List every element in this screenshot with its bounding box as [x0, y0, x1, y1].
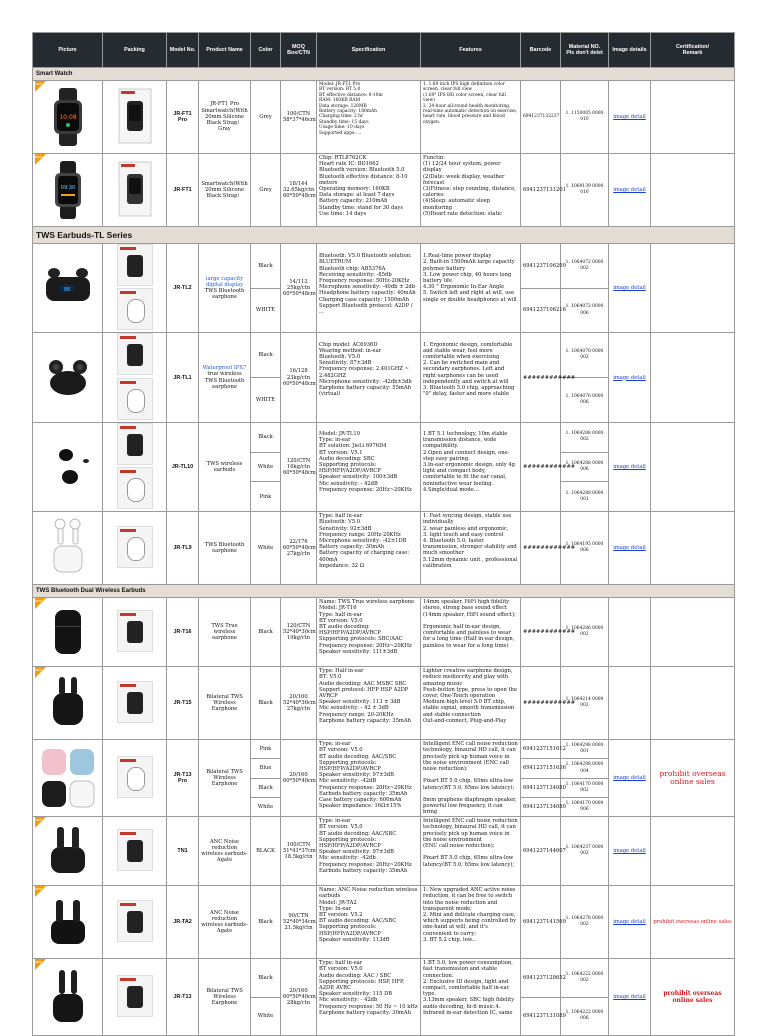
specification	[317, 333, 421, 422]
features	[421, 154, 521, 227]
header-product-name: Product Name	[199, 33, 251, 68]
barcode: 6941237151636	[521, 759, 561, 778]
remark	[651, 817, 735, 886]
new-tag-label: NEW	[35, 818, 42, 823]
remark	[651, 422, 735, 511]
specification	[317, 886, 421, 959]
specification-text: Type: half in-ear BT version: V5.0 Audio decoding: AAC / SBC Supporting protocols: HSP, HFP, A2DP, AVRC Speaker sensitivity: 115 DB Mic sensitivity: - 42db Frequency response: 50 Hz ~ 10 kHz Earphone battery capacity: 30mAh	[319, 960, 418, 1016]
earbuds-case-image	[43, 673, 93, 733]
packing-image	[103, 422, 167, 511]
product-name: Smartwatch(With 20mm Silicone Black Strap）	[199, 154, 251, 227]
image-detail-link[interactable]: image detail	[609, 154, 651, 227]
section-row	[33, 68, 735, 81]
header-image-details: Image details	[609, 33, 651, 68]
header-model: Model No.	[167, 33, 199, 68]
features	[421, 959, 521, 1036]
smartwatch-image	[48, 88, 88, 146]
remark	[651, 667, 735, 740]
features-text: 1. 1.69 inch IPS high definition color screen, clear full view (1.69" IPS HD color screen, clear full view) 2. 24-hour all-round health monitoring, real-time automatic detection on exercise, heart rate, blood pressure and blood oxygen.	[423, 82, 518, 125]
remark	[651, 598, 735, 667]
moq: 100/CTN 58*37*46cm	[281, 81, 317, 154]
watch-box-image	[115, 160, 155, 218]
product-picture	[33, 154, 103, 227]
material-no: 1. 1064278 0000 002	[561, 886, 609, 959]
packing-image	[103, 959, 167, 1036]
material-no: 1. 1064286 0000 002	[561, 598, 609, 667]
remark	[651, 333, 735, 422]
features	[421, 817, 521, 886]
svg-text:10:08: 10:08	[58, 114, 77, 121]
image-detail-link[interactable]: image detail	[609, 740, 651, 817]
header-packing: Packing	[103, 33, 167, 68]
product-name: JR-FT1 Pro Smartwatch(With 20mm Silicone Black Strap）Gray	[199, 81, 251, 154]
product-picture	[33, 667, 103, 740]
model-no: JR-T13 Pro	[167, 740, 199, 817]
features	[421, 422, 521, 511]
earbuds-case-image	[43, 602, 93, 662]
box-black-image	[117, 333, 153, 375]
features	[421, 886, 521, 959]
features-text: 1. Fast syncing design, stable use individually 2. wear painless and ergonomic, 3. light touch and easy control 4. Bluetooth 5.0, faster transmission, stronger stability and much smoother 5.12mm dynamic unit , professional calibration	[423, 513, 518, 569]
product-name: Bilateral TWS Wireless Earphone	[199, 667, 251, 740]
material-no: 1. 1064072 0000 002	[561, 244, 609, 289]
barcode: 6941237106209	[521, 244, 561, 289]
white-earbuds-image	[40, 518, 96, 578]
packing-image	[103, 154, 167, 227]
product-picture	[33, 512, 103, 585]
model-no: JR-T16	[167, 598, 199, 667]
specification-text: Name: TWS True wireless earphone Model: JR-T16 Type: half in-ear BT version: V5.0 BT audio decoding: HSP/HFP/A2DP/AVRCP Supporting protocols: SBC/AAC Frequency response: 20Hz~20KHz Speaker sensitivity: 111±3dB	[319, 599, 415, 655]
box-image	[117, 756, 153, 798]
remark	[651, 154, 735, 227]
moq: 18/144 32.65kg/ctn 60*50*48cm	[281, 154, 317, 227]
image-detail-cell	[609, 598, 651, 667]
earbuds-case-image	[40, 263, 96, 313]
model-no: JR-TL9	[167, 512, 199, 585]
watch-box-image	[115, 87, 155, 145]
model-no: JR-TL2	[167, 244, 199, 333]
specification	[317, 740, 421, 817]
packing-image	[103, 740, 167, 817]
model-no: JR-FT1	[167, 154, 199, 227]
box-image	[117, 681, 153, 723]
table-header-row	[33, 33, 735, 68]
product-name: TWS Bluetooth earphone	[199, 512, 251, 585]
model-no: JR-T13	[167, 959, 199, 1036]
remark	[651, 81, 735, 154]
product-price-sheet	[32, 32, 734, 1036]
color: Grey	[251, 154, 281, 227]
barcode: ############	[521, 598, 561, 667]
specification	[317, 244, 421, 333]
barcode: 6941237151612	[521, 740, 561, 759]
color: Blue	[251, 759, 281, 778]
section-title: Smart Watch	[33, 68, 735, 81]
new-tag-label: NEW	[35, 960, 42, 965]
color: Pink	[251, 740, 281, 759]
material-no: 1. 1064170 0000 002	[561, 778, 609, 797]
features	[421, 512, 521, 585]
material-no: 1. 1064288 0000 006	[561, 452, 609, 482]
image-detail-link[interactable]: image detail	[609, 333, 651, 422]
specification	[317, 512, 421, 585]
image-detail-link[interactable]: image detail	[609, 512, 651, 585]
table-row	[33, 422, 735, 452]
barcode: 6941237141569	[521, 886, 561, 959]
color: Black	[251, 244, 281, 289]
color: White	[251, 512, 281, 585]
product-picture	[33, 959, 103, 1036]
barcode: 6941237106216	[521, 288, 561, 333]
table-row	[33, 333, 735, 378]
product-name: TWS wireless earbuds	[199, 422, 251, 511]
moq: 90/CTN 52*40*34cm 21.5kg/ctn	[281, 886, 317, 959]
material-no: 1. 1064288 0000 001	[561, 482, 609, 512]
remark	[651, 512, 735, 585]
moq: 22/176 60*50*48cm 27kg/ctn	[281, 512, 317, 585]
color: White	[251, 997, 281, 1036]
specification-text: Model: JR-FT1 Pro BT version: BT 5.0 BT effective distance: 0-10m RAM: 160KB RAM Data storage: 128MB Battery capacity: 180mAh Charging time: 2 hr Standby time: 15 days Usage time: 10 days Supported apps: ...	[319, 82, 383, 136]
color: Black	[251, 667, 281, 740]
features-text: Intelligent ENC call noise reduction technology, binaural HD call, it can precisely pick up human voice in the noise environment (ENC call noise reduction); Pixart BT 5.0 chip, 65ms ultra-low latency(BT 5.0, 65ms low latency);	[423, 818, 518, 868]
specification	[317, 422, 421, 511]
section-title: TWS Bluetooth Dual Wireless Earbuds	[33, 585, 735, 598]
product-name: Bilateral TWS Wireless Earphone	[199, 959, 251, 1036]
moq: 120/CTN 16kg/ctn 60*50*48cm	[281, 422, 317, 511]
specification-text: Type: in-ear BT version: V5.0 BT audio decoding: AAC/SBC Supporting protocols: HSP/HFP/A2DP/AVRCP Speaker sensitivity: 97±3dB Mic sensitivity: -42dB Frequency response: 20Hz~20KHz Earbuds battery capacity: 35mAh Case battery capacity: 600mAh Speaker impedance: 16Ω±15%	[319, 741, 412, 810]
features-text: 1. Ergonomic design, comfortable and stable wear, feel more comfortable when exercising 2. Can be switched main and secondary earphones. Left and right earphones can be used independently and switch at will 3. Bluetooth 5.0 chip, approaching "0" delay, faster and more stable	[423, 341, 515, 398]
svg-text:09:30: 09:30	[60, 185, 75, 191]
header-color: Color	[251, 33, 281, 68]
packing-image	[103, 886, 167, 959]
features	[421, 740, 521, 817]
header-picture: Picture	[33, 33, 103, 68]
anc-earbuds-image	[43, 821, 93, 881]
new-tag-label: NEW	[35, 668, 42, 673]
features	[421, 244, 521, 333]
image-detail-cell	[609, 667, 651, 740]
specification-text: Chip: RTL8762CK Heart rate IC: BD1662 Bluetooth version: Bluetooth 5.0 Bluetooth effective distance: 8-10 meters Operating memory: 160KB Data storage: at least 7 days Battery capacity: 210mAh Standby time: stand for 30 days Use time: 14 days	[319, 155, 408, 217]
specification	[317, 81, 421, 154]
material-no: 1. 1064070 0000 006	[561, 378, 609, 423]
specification-text: Bluetooth: V5.0 Bluetooth solution: BLUETRUM Bluetooth chip: AB5376A Receiving sensitivity: -85db Frequency response: 50Hz-20KHz Microphone sensitivity: -40db ± 2db Headphone battery capacity: 40mAh Charging case capacity: 1500mAh Support Bluetooth protocol: A2DP / ...	[319, 253, 416, 316]
product-name: Bilateral TWS Wireless Earphone	[199, 740, 251, 817]
specification-text: Chip model: AC6936D Wearing method: in-ear Bluetooth: V5.0 Sensitivity: 87±3dB Frequency response: 2.401GHZ ~ 2.482GHZ Microphone sensitivity: -42db±3db Earphone battery capacity: 55mAh (virtual)	[319, 341, 412, 398]
color: Black	[251, 333, 281, 378]
table-row	[33, 959, 735, 998]
header-specification: Specification	[317, 33, 421, 68]
barcode: 6941237132237	[521, 81, 561, 154]
moq: 14/112 25kg/ctn 60*50*48cm	[281, 244, 317, 333]
box-black-image	[117, 244, 153, 286]
svg-text:88: 88	[63, 287, 70, 294]
barcode: 6941237131201	[521, 154, 561, 227]
specification-text: Type: in-ear BT version: V5.0 BT audio decoding: AAC/SBC Supporting protocols: HSP/HFP/A2DP/AVRCP Speaker sensitivity: 97±3dB Mic sensitivity: -42db Frequency response: 20Hz~20KHz Earbuds battery capacity: 35mAh	[319, 818, 412, 874]
specification	[317, 154, 421, 227]
product-picture	[33, 81, 103, 154]
product-picture	[33, 422, 103, 511]
material-no: 1. 1064214 0000 002	[561, 667, 609, 740]
image-detail-link[interactable]: image detail	[609, 959, 651, 1036]
features-text: Lighter creative earphone design, reduce mediocrity and play with amazing music Push-button type, press to open the cover, One-Touch operation Medium-high level 5.0 BT chip, stable signal, smooth transmission and stable connection Out-and-connect, Plug-and-Play	[423, 668, 517, 724]
color: White	[251, 797, 281, 816]
product-picture	[33, 244, 103, 333]
table-row	[33, 512, 735, 585]
box-image	[117, 975, 153, 1017]
product-name: ANC Noise reduction wireless earbuds-Agate	[199, 886, 251, 959]
color: BLACK	[251, 817, 281, 886]
color: Black	[251, 959, 281, 998]
features	[421, 598, 521, 667]
product-picture	[33, 817, 103, 886]
color: WHITE	[251, 378, 281, 423]
earbuds-case-image	[40, 353, 96, 403]
header-moq: MOQ Box/CTN	[281, 33, 317, 68]
product-name: ANC Noise reduction wireless earbuds-Agate	[199, 817, 251, 886]
product-picture	[33, 333, 103, 422]
features-text: 1.BT 5.1 technology, 10m stable transmission distance, wide compatibility. 2.Open and connect design, one-step easy pairing. 3.In-ear ergonomic design, only 4g light and compact body, comfortable to fit the ear canal, noninductive wear feeling. 4.Single/dual mode...	[423, 431, 515, 493]
box-white-image	[117, 526, 153, 568]
table-row	[33, 598, 735, 667]
table-row	[33, 244, 735, 289]
features-text: 1. New upgraded ANC active noise reduction, it can be free to switch into the noise reduction and transparent mode; 2. Mini and delicate charging case, which supports being controlled by one-hand at will, and it's convenient to carry; 3. BT 5.2 chip, low...	[423, 887, 517, 943]
features	[421, 333, 521, 422]
material-no: 1. 1064237 0000 002	[561, 817, 609, 886]
product-table	[32, 32, 735, 1036]
model-no: JR-FT1 Pro	[167, 81, 199, 154]
section-row	[33, 585, 735, 598]
moq: 20/160 60*50*48cm	[281, 740, 317, 817]
specification-text: Model: JR-TL10 Type: in-ear BT solution: JieLi 6976D4 BT version: V5.1 Audio decoding: SBC Supporting protocols: HSP/HFP/A2DP/AVRCP Speaker sensitivity: 100±3dB Mic sensitivity: - 42dB Frequency response: 20Hz~20KHz	[319, 431, 412, 493]
material-no: 1. 1064298 0000 001	[561, 740, 609, 759]
header-barcode: Barcode	[521, 33, 561, 68]
box-image	[117, 829, 153, 871]
product-name-highlight: large capacity digital display	[205, 275, 244, 288]
specification-text: Name: ANC Noise reduction wireless earbuds Model: JR-TA2 Type: In-ear BT version: V5.2 BT audio decoding: AAC/SBC Supporting protocols: HSP/HFP/A2DP/AVRCP Speaker sensitivity: 113dB	[319, 887, 418, 943]
barcode: 6941237144607	[521, 817, 561, 886]
color: Black	[251, 886, 281, 959]
material-no: 1. 1064070 0000 002	[561, 333, 609, 378]
moq: 100/CTN 51*41*37cm 18.5kg/ctn	[281, 817, 317, 886]
specification	[317, 598, 421, 667]
section-row	[33, 227, 735, 244]
material-no: 1. 1069139 0000 010	[561, 154, 609, 227]
box-white-image	[117, 467, 153, 509]
packing-image	[103, 598, 167, 667]
features	[421, 81, 521, 154]
header-certification: Certification/ Remark	[651, 33, 735, 68]
material-no: 1. 1064195 0000 006	[561, 512, 609, 585]
barcode: ############	[521, 667, 561, 740]
product-name-rest: true wireless TWS Bluetooth earphone	[204, 371, 245, 390]
new-tag-label: NEW	[35, 887, 42, 892]
box-white-image	[117, 288, 153, 330]
features-text: 1.Real-time power display 2. Built-in 1500mAh large capacity polymer battery 3. Low power chip, 40 hours long battery life 4.30 ° Ergonomic In-Ear Angle 5. Switch left and right at will, use single or double headphones at will	[423, 253, 517, 303]
smartwatch-image	[48, 161, 88, 219]
material-no: 1. 1064222 0000 002	[561, 959, 609, 998]
specification	[317, 817, 421, 886]
packing-image	[103, 244, 167, 333]
features-text: 1.BT 5.0, low power consumption, fast transmission and stable connection. 2. Exclusive ID design, light and compact, comfortable half in-ear type. 3.13mm speaker, SBC high fidelity audio decoding, hi-fi music.4. Infrared in-ear detection IC, same	[423, 960, 515, 1016]
table-row	[33, 81, 735, 154]
features	[421, 667, 521, 740]
product-picture	[33, 886, 103, 959]
specification	[317, 667, 421, 740]
barcode: ############	[521, 333, 561, 422]
image-detail-link[interactable]: image detail	[609, 886, 651, 959]
colorful-earbuds-image	[38, 743, 98, 813]
new-tag-label: NEW	[35, 155, 42, 159]
box-white-image	[117, 378, 153, 420]
model-no: JR-TL10	[167, 422, 199, 511]
moq: 120/CTN 52*40*30cm 19kg/ctn	[281, 598, 317, 667]
image-detail-link[interactable]: image detail	[609, 81, 651, 154]
barcode: 6941237128652	[521, 959, 561, 998]
barcode: ############	[521, 422, 561, 511]
color: Pink	[251, 482, 281, 512]
remark	[651, 244, 735, 333]
table-row	[33, 154, 735, 227]
image-detail-link[interactable]: image detail	[609, 244, 651, 333]
specification-text: Type: Half in-ear BT: V5.0 Audio decoding: AAC MSBC SBC Support protocol: HFP HSP A2DP AVRCP Speaker sensitivity: 113 ± 3dB Mic sensitivity: - 42 ± 3dB Frequency range: 20-20KHz Earphone battery capacity: 35mAh	[319, 668, 411, 724]
moq: 20/160 60*50*48cm 28kg/ctn	[281, 959, 317, 1036]
image-detail-link[interactable]: image detail	[609, 817, 651, 886]
table-row	[33, 740, 735, 759]
product-name	[199, 244, 251, 333]
barcode: 6941237134080	[521, 797, 561, 816]
anc-earbuds-image	[43, 892, 93, 952]
specification-text: Type: half in-ear Bluetooth: V5.0 Sensitivity: 92±3dB Frequency range: 20Hz-20KHz Microphone sensitivity: -42±1DB Battery capacity: 30mAh Battery capacity of charging case: 400mA Impedance: 32 Ω	[319, 513, 410, 569]
barcode: 6941237134080	[521, 778, 561, 797]
product-name	[199, 333, 251, 422]
color: Black	[251, 778, 281, 797]
specification	[317, 959, 421, 1036]
remark-prohibit: prohibit overseas online sales	[651, 886, 735, 959]
new-tag-label: NEW	[35, 599, 42, 604]
earbuds-image	[40, 439, 96, 495]
material-no: 1. 1150005 0000 010	[561, 81, 609, 154]
product-picture	[33, 598, 103, 667]
material-no: 1. 1064170 0000 006	[561, 797, 609, 816]
section-title: TWS Earbuds-TL Series	[33, 227, 735, 244]
box-image	[117, 900, 153, 942]
material-no: 1. 1064072 0000 006	[561, 288, 609, 333]
material-no: 1. 1064288 0000 002	[561, 422, 609, 452]
product-name: TWS True wireless earphone	[199, 598, 251, 667]
model-no: JR-T15	[167, 667, 199, 740]
remark-prohibit: prohibit overseas online sales	[651, 740, 735, 817]
model-no: JR-TL1	[167, 333, 199, 422]
packing-image	[103, 817, 167, 886]
model-no: JR-TA2	[167, 886, 199, 959]
table-row	[33, 667, 735, 740]
header-material-no: Material NO. Pls don't delet	[561, 33, 609, 68]
color: White	[251, 452, 281, 482]
color: Black	[251, 422, 281, 452]
moq: 20/160 52*40*36cm 27kg/ctn	[281, 667, 317, 740]
image-detail-link[interactable]: image detail	[609, 422, 651, 511]
color: Black	[251, 598, 281, 667]
material-no: 1. 1064298 0000 004	[561, 759, 609, 778]
remark-prohibit: prohibit overseas online sales	[651, 959, 735, 1036]
color: Grey	[251, 81, 281, 154]
barcode: 6941237131089	[521, 997, 561, 1036]
model-no: TN1	[167, 817, 199, 886]
features-text: Functin: (1) 12/24 hour system, power display (2)Date: week display, weather forecast (3)Fitness: step counting, distance, calories (4)Sleep: automatic sleep monitoring (5)Heart rate detection: static	[423, 155, 516, 217]
barcode: ############	[521, 512, 561, 585]
packing-image	[103, 333, 167, 422]
product-name-highlight: Waterproof IPX7	[202, 365, 247, 372]
earbuds-case-image	[43, 964, 93, 1030]
color: WHITE	[251, 288, 281, 333]
new-tag-label: NEW	[35, 82, 42, 86]
table-row	[33, 886, 735, 959]
product-name-rest: TWS Bluetooth earphone	[204, 288, 245, 301]
material-no: 1. 1064222 0000 006	[561, 997, 609, 1036]
packing-image	[103, 512, 167, 585]
header-features: Features	[421, 33, 521, 68]
packing-image	[103, 667, 167, 740]
box-black-image	[117, 423, 153, 465]
box-image	[117, 610, 153, 652]
packing-image	[103, 81, 167, 154]
features-text: Intelligent ENC call noise reduction technology, binaural HD call, it can precisely pick up human voice in the noise environment (ENC call noise reduction); Pixart BT 5.0 chip, 65ms ultra-low latency(BT 5.0, 65ms low latency); 8mm graphene diaphragm speaker, powerful low frequency, it can bring	[423, 741, 518, 816]
features-text: 14mm speaker, HiFi high fidelity stereo, strong bass sound effect (14mm speaker, HiFi sound effect); Ergonomic half in-ear design, comfortable and painless to wear for a long time (Half in-ear design, painless to wear for a long time)	[423, 599, 516, 649]
table-row	[33, 817, 735, 886]
moq: 16/128 23kg/ctn 60*50*48cm	[281, 333, 317, 422]
product-picture	[33, 740, 103, 817]
